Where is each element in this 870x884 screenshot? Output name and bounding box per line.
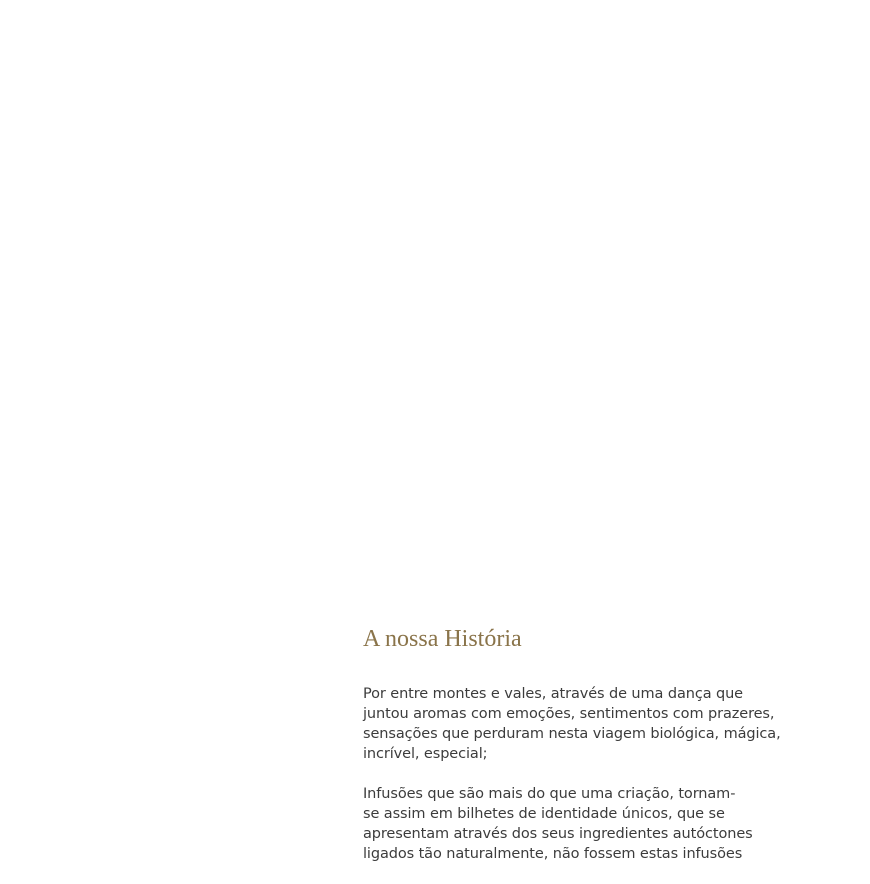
text-line: apresentam através dos seus ingredientes autóctones [363, 826, 753, 842]
text-line: ligados tão naturalmente, não fossem estas infusões [363, 846, 743, 862]
text-line: Por entre montes e vales, através de uma dança que [363, 686, 744, 702]
section-title: A nossa História [363, 626, 522, 652]
text-line: sensações que perduram nesta viagem biológica, mágica, [363, 726, 781, 742]
text-line: incrível, especial; [363, 746, 488, 762]
text-line: Infusões que são mais do que uma criação, tornam- [363, 786, 736, 802]
paragraph-infusions [363, 784, 803, 864]
text-line: juntou aromas com emoções, sentimentos com prazeres, [363, 706, 775, 722]
section-body [363, 684, 803, 884]
paragraph-intro [363, 684, 803, 764]
text-line: se assim em bilhetes de identidade únicos, que se [363, 806, 725, 822]
